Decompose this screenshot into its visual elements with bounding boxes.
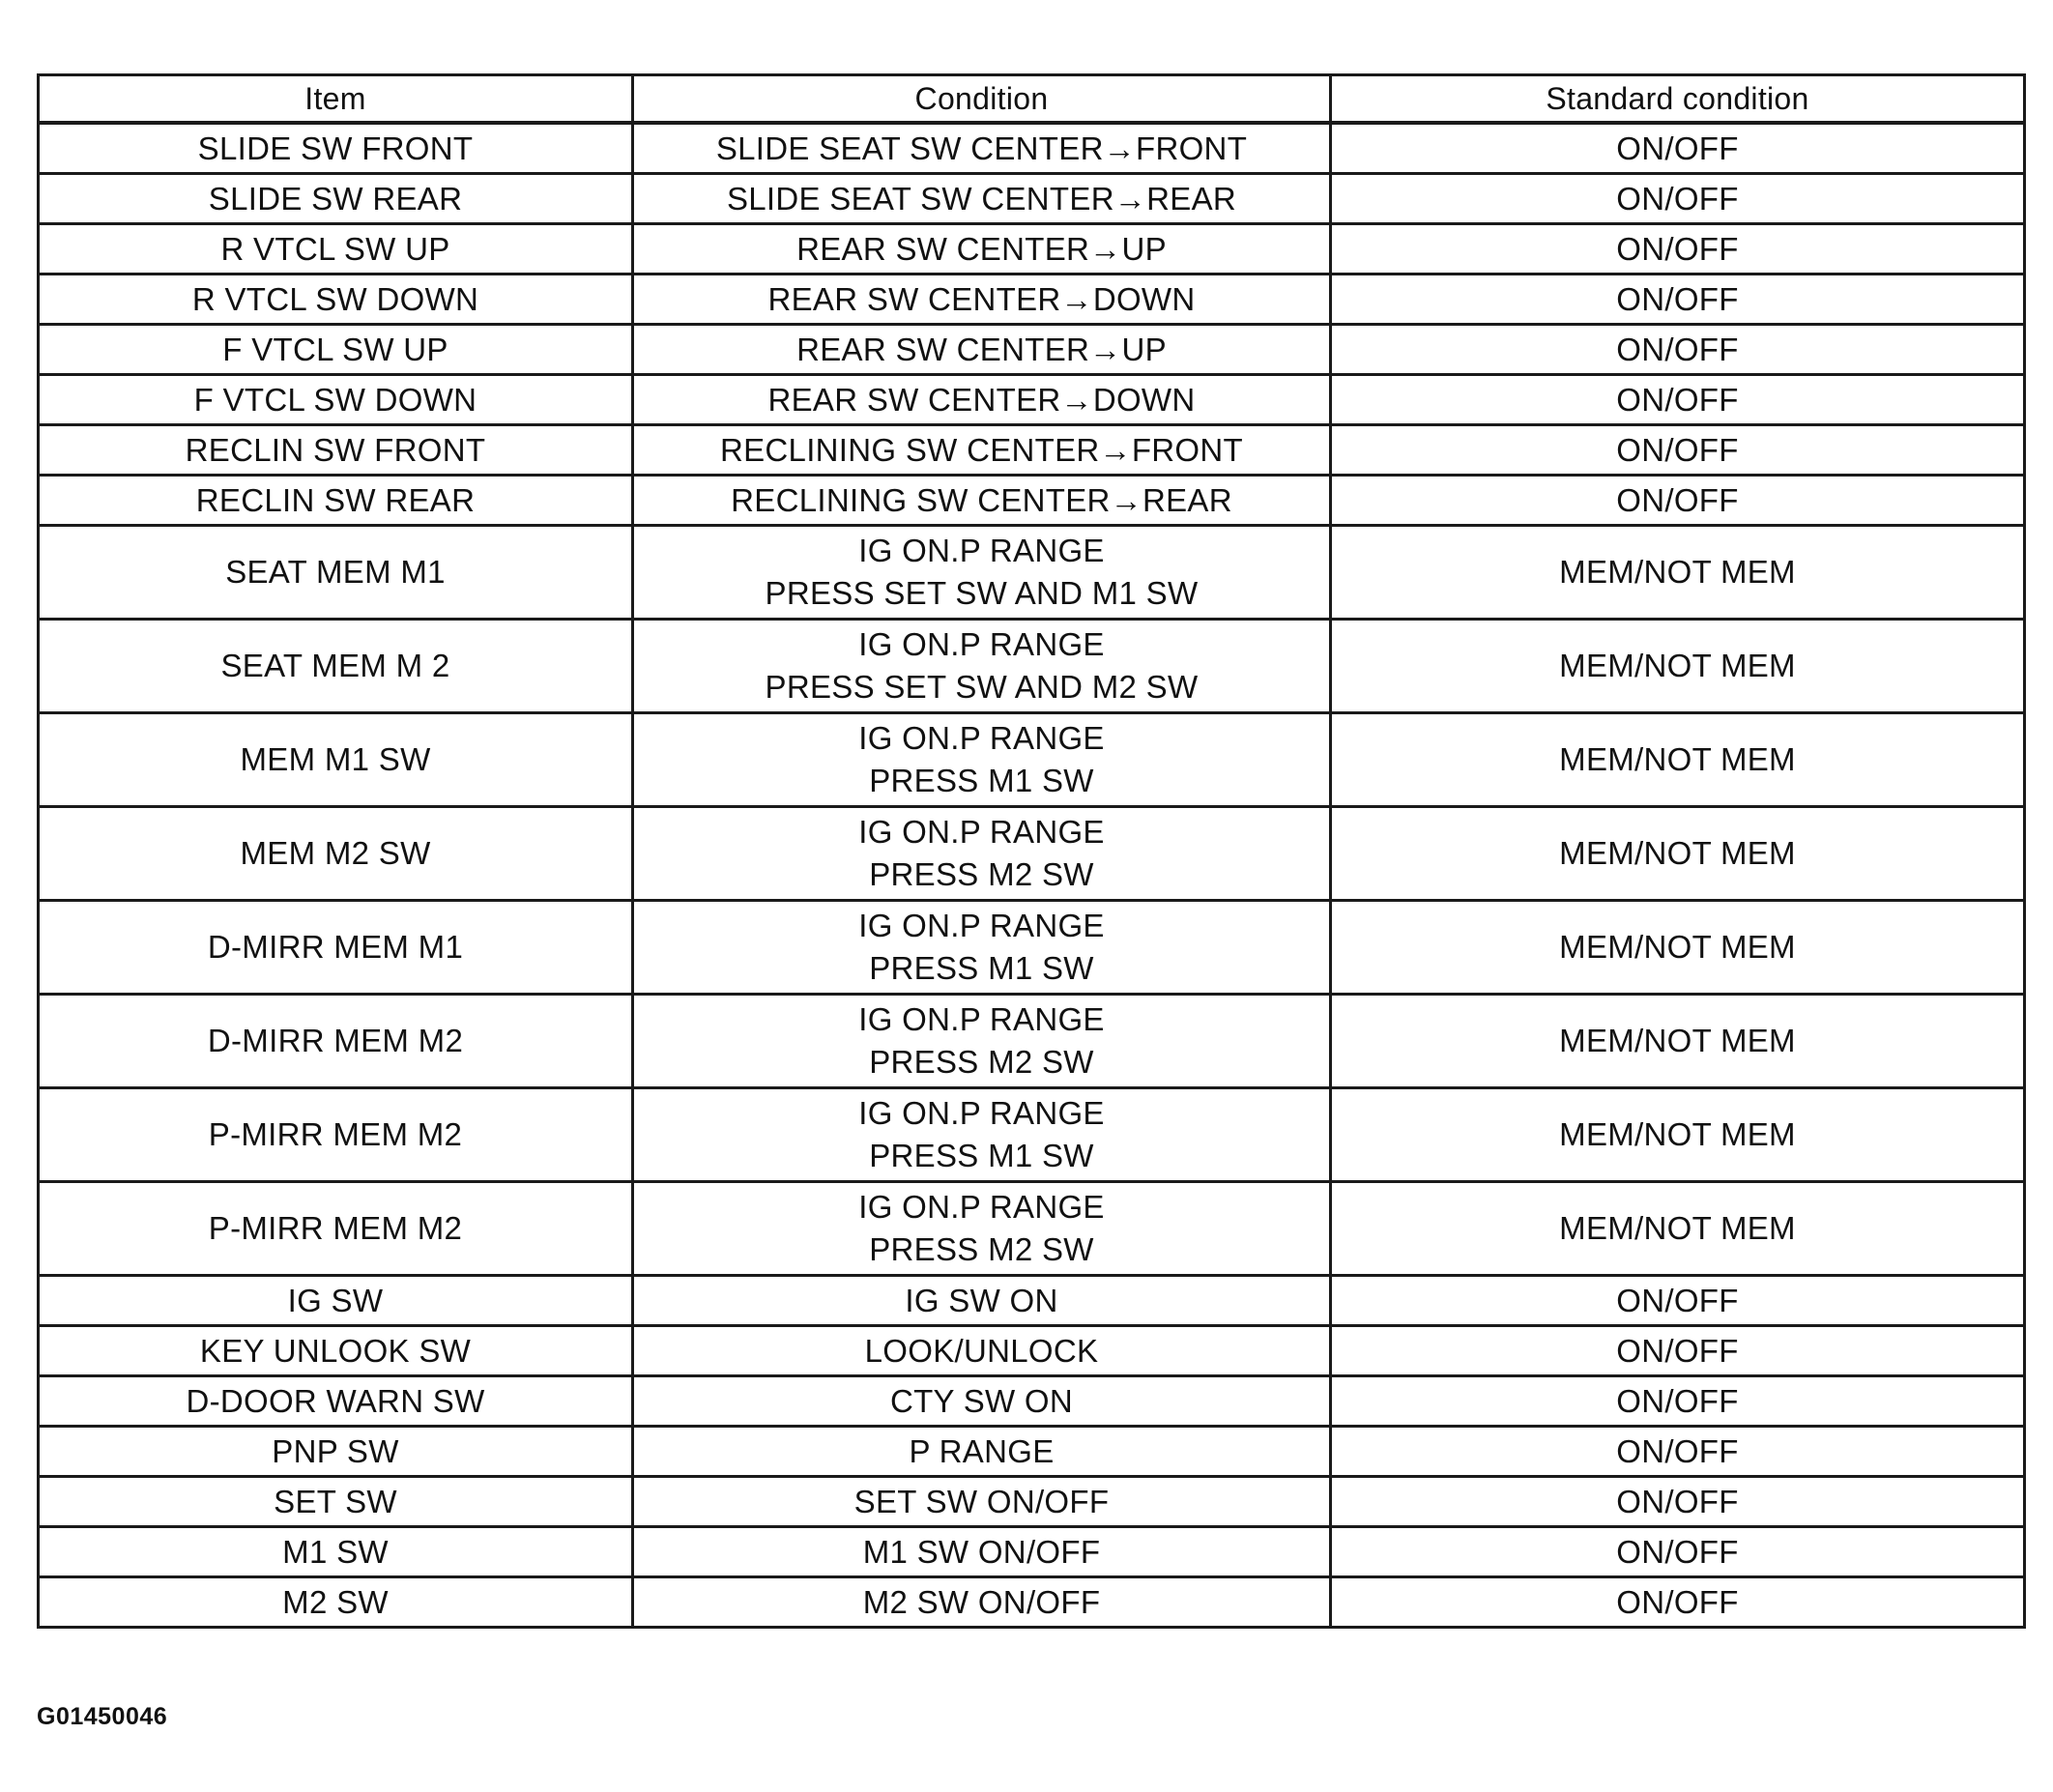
header-item: Item bbox=[39, 75, 633, 124]
condition-cell bbox=[633, 1088, 1331, 1182]
header-condition: Condition bbox=[633, 75, 1331, 124]
condition-cell bbox=[633, 425, 1331, 476]
standard-condition-cell: ON/OFF bbox=[1331, 1527, 2025, 1577]
condition-cell bbox=[633, 526, 1331, 620]
condition-cell bbox=[633, 275, 1331, 325]
item-cell: D-DOOR WARN SW bbox=[39, 1376, 633, 1427]
item-cell: MEM M1 SW bbox=[39, 713, 633, 807]
standard-condition-cell: MEM/NOT MEM bbox=[1331, 995, 2025, 1088]
condition-line: CTY SW ON bbox=[889, 1382, 1074, 1419]
condition-line: PRESS SET SW AND M1 SW bbox=[765, 575, 1199, 611]
table-row bbox=[39, 1577, 2025, 1628]
table-row bbox=[39, 224, 2025, 275]
item-cell: SEAT MEM M 2 bbox=[39, 620, 633, 713]
table-row bbox=[39, 807, 2025, 901]
condition-cell bbox=[633, 1276, 1331, 1326]
standard-condition-cell: ON/OFF bbox=[1331, 325, 2025, 375]
condition-line: IG ON.P RANGE bbox=[858, 814, 1105, 850]
standard-condition-cell: MEM/NOT MEM bbox=[1331, 526, 2025, 620]
item-cell: P-MIRR MEM M2 bbox=[39, 1088, 633, 1182]
condition-line: PRESS M1 SW bbox=[869, 1138, 1094, 1173]
condition-line: PRESS M2 SW bbox=[869, 1044, 1094, 1080]
condition-line: RECLINING SW CENTER→REAR bbox=[731, 481, 1232, 518]
condition-line: IG ON.P RANGE bbox=[858, 626, 1105, 662]
standard-condition-cell: MEM/NOT MEM bbox=[1331, 1088, 2025, 1182]
standard-condition-cell: ON/OFF bbox=[1331, 174, 2025, 224]
item-cell: SET SW bbox=[39, 1477, 633, 1527]
item-cell: SEAT MEM M1 bbox=[39, 526, 633, 620]
condition-cell bbox=[633, 1477, 1331, 1527]
condition-line: PRESS SET SW AND M2 SW bbox=[765, 669, 1199, 705]
table-row bbox=[39, 476, 2025, 526]
header-row bbox=[39, 75, 2025, 124]
condition-line: REAR SW CENTER→UP bbox=[796, 230, 1167, 267]
table-row bbox=[39, 1182, 2025, 1276]
table-row bbox=[39, 425, 2025, 476]
condition-line: IG SW ON bbox=[905, 1282, 1058, 1318]
table-row bbox=[39, 123, 2025, 174]
standard-condition-cell: MEM/NOT MEM bbox=[1331, 1182, 2025, 1276]
condition-line: M2 SW ON/OFF bbox=[862, 1583, 1101, 1620]
item-cell: R VTCL SW DOWN bbox=[39, 275, 633, 325]
condition-line: RECLINING SW CENTER→FRONT bbox=[719, 431, 1243, 468]
item-cell: KEY UNLOOK SW bbox=[39, 1326, 633, 1376]
standard-condition-cell: ON/OFF bbox=[1331, 1326, 2025, 1376]
condition-cell bbox=[633, 1577, 1331, 1628]
condition-line: IG ON.P RANGE bbox=[858, 1095, 1105, 1131]
condition-cell bbox=[633, 1527, 1331, 1577]
table-row bbox=[39, 901, 2025, 995]
condition-cell bbox=[633, 123, 1331, 174]
standard-condition-cell: ON/OFF bbox=[1331, 1477, 2025, 1527]
table-row bbox=[39, 1376, 2025, 1427]
item-cell: MEM M2 SW bbox=[39, 807, 633, 901]
condition-cell bbox=[633, 375, 1331, 425]
table-row bbox=[39, 1477, 2025, 1527]
standard-condition-cell: ON/OFF bbox=[1331, 1427, 2025, 1477]
condition-line: IG ON.P RANGE bbox=[858, 533, 1105, 568]
standard-condition-cell: MEM/NOT MEM bbox=[1331, 620, 2025, 713]
standard-condition-cell: MEM/NOT MEM bbox=[1331, 713, 2025, 807]
standard-condition-cell: ON/OFF bbox=[1331, 375, 2025, 425]
condition-line: REAR SW CENTER→DOWN bbox=[767, 280, 1196, 317]
condition-line: P RANGE bbox=[909, 1432, 1055, 1469]
condition-line: PRESS M2 SW bbox=[869, 1231, 1094, 1267]
table-row bbox=[39, 375, 2025, 425]
condition-line: REAR SW CENTER→DOWN bbox=[767, 381, 1196, 418]
item-cell: M2 SW bbox=[39, 1577, 633, 1628]
condition-line: SLIDE SEAT SW CENTER→FRONT bbox=[715, 130, 1248, 166]
table-row bbox=[39, 1427, 2025, 1477]
condition-line: IG ON.P RANGE bbox=[858, 1189, 1105, 1225]
condition-cell bbox=[633, 620, 1331, 713]
condition-line: PRESS M1 SW bbox=[869, 763, 1094, 798]
condition-line: PRESS M2 SW bbox=[869, 856, 1094, 892]
condition-line: LOOK/UNLOCK bbox=[864, 1332, 1099, 1369]
condition-cell bbox=[633, 1326, 1331, 1376]
standard-condition-cell: ON/OFF bbox=[1331, 425, 2025, 476]
item-cell: P-MIRR MEM M2 bbox=[39, 1182, 633, 1276]
condition-cell bbox=[633, 1427, 1331, 1477]
item-cell: SLIDE SW REAR bbox=[39, 174, 633, 224]
standard-condition-cell: ON/OFF bbox=[1331, 224, 2025, 275]
condition-line: REAR SW CENTER→UP bbox=[796, 331, 1167, 367]
condition-cell bbox=[633, 1376, 1331, 1427]
standard-condition-cell: MEM/NOT MEM bbox=[1331, 807, 2025, 901]
table-row bbox=[39, 174, 2025, 224]
condition-line: SET SW ON/OFF bbox=[853, 1483, 1110, 1519]
item-cell: RECLIN SW FRONT bbox=[39, 425, 633, 476]
condition-line: M1 SW ON/OFF bbox=[862, 1533, 1101, 1570]
standard-condition-cell: MEM/NOT MEM bbox=[1331, 901, 2025, 995]
table-row bbox=[39, 1527, 2025, 1577]
header-standard-condition: Standard condition bbox=[1331, 75, 2025, 124]
item-cell: IG SW bbox=[39, 1276, 633, 1326]
condition-cell bbox=[633, 224, 1331, 275]
item-cell: SLIDE SW FRONT bbox=[39, 123, 633, 174]
standard-condition-cell: ON/OFF bbox=[1331, 275, 2025, 325]
standard-condition-cell: ON/OFF bbox=[1331, 476, 2025, 526]
item-cell: D-MIRR MEM M2 bbox=[39, 995, 633, 1088]
table-row bbox=[39, 1276, 2025, 1326]
item-cell: F VTCL SW DOWN bbox=[39, 375, 633, 425]
item-cell: D-MIRR MEM M1 bbox=[39, 901, 633, 995]
condition-line: IG ON.P RANGE bbox=[858, 720, 1105, 756]
table-body bbox=[39, 123, 2025, 1628]
condition-cell bbox=[633, 1182, 1331, 1276]
item-cell: F VTCL SW UP bbox=[39, 325, 633, 375]
condition-cell bbox=[633, 901, 1331, 995]
standard-condition-cell: ON/OFF bbox=[1331, 1376, 2025, 1427]
table-row bbox=[39, 275, 2025, 325]
figure-code: G01450046 bbox=[37, 1703, 168, 1730]
table-row bbox=[39, 620, 2025, 713]
item-cell: M1 SW bbox=[39, 1527, 633, 1577]
item-cell: RECLIN SW REAR bbox=[39, 476, 633, 526]
condition-line: IG ON.P RANGE bbox=[858, 1001, 1105, 1037]
standard-condition-table bbox=[37, 73, 2026, 1629]
condition-line: PRESS M1 SW bbox=[869, 950, 1094, 986]
item-cell: PNP SW bbox=[39, 1427, 633, 1477]
table-row bbox=[39, 1326, 2025, 1376]
item-cell: R VTCL SW UP bbox=[39, 224, 633, 275]
condition-cell bbox=[633, 325, 1331, 375]
standard-condition-cell: ON/OFF bbox=[1331, 123, 2025, 174]
table-row bbox=[39, 325, 2025, 375]
table-row bbox=[39, 713, 2025, 807]
condition-cell bbox=[633, 995, 1331, 1088]
condition-cell bbox=[633, 807, 1331, 901]
standard-condition-cell: ON/OFF bbox=[1331, 1276, 2025, 1326]
table-row bbox=[39, 1088, 2025, 1182]
condition-cell bbox=[633, 713, 1331, 807]
table-row bbox=[39, 995, 2025, 1088]
condition-cell bbox=[633, 174, 1331, 224]
condition-line: IG ON.P RANGE bbox=[858, 908, 1105, 943]
condition-cell bbox=[633, 476, 1331, 526]
table-row bbox=[39, 526, 2025, 620]
condition-line: SLIDE SEAT SW CENTER→REAR bbox=[726, 180, 1237, 217]
standard-condition-cell: ON/OFF bbox=[1331, 1577, 2025, 1628]
